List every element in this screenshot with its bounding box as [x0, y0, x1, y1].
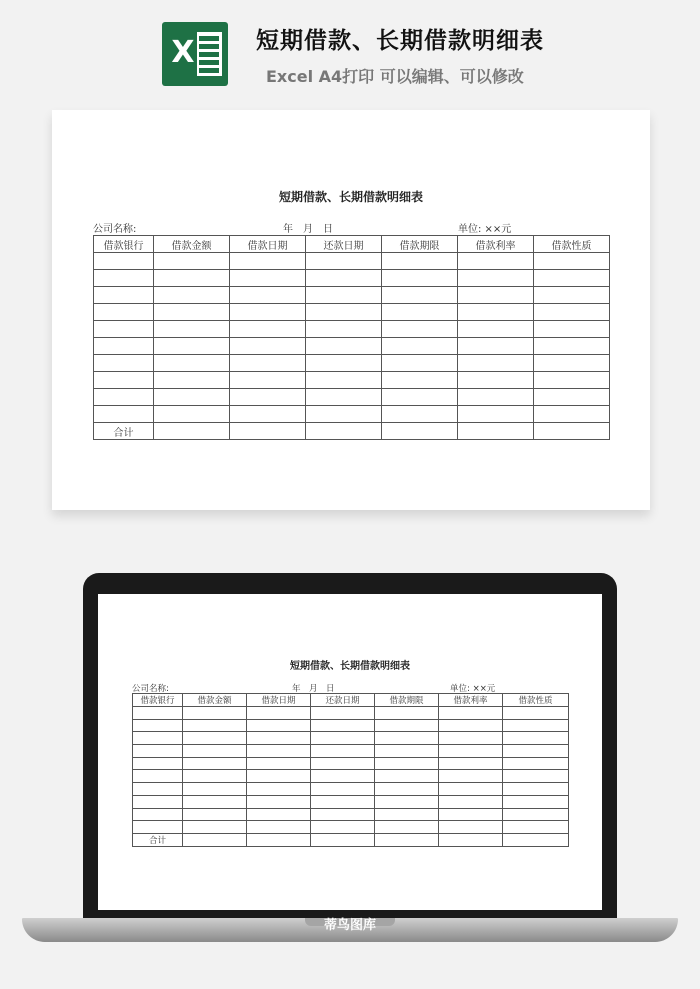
- column-header: 借款银行: [133, 694, 183, 707]
- table-cell[interactable]: [534, 253, 610, 270]
- table-cell[interactable]: [382, 406, 458, 423]
- table-cell[interactable]: [458, 423, 534, 440]
- table-cell[interactable]: [534, 321, 610, 338]
- table-cell[interactable]: [94, 287, 154, 304]
- table-cell[interactable]: [439, 757, 503, 770]
- table-cell[interactable]: [247, 719, 311, 732]
- table-cell[interactable]: [183, 719, 247, 732]
- table-cell[interactable]: [382, 270, 458, 287]
- table-cell[interactable]: [183, 821, 247, 834]
- table-cell[interactable]: [154, 287, 230, 304]
- table-cell[interactable]: [382, 287, 458, 304]
- table-cell[interactable]: [230, 338, 306, 355]
- table-header-row: [94, 236, 610, 253]
- table-cell[interactable]: [94, 338, 154, 355]
- table-cell[interactable]: [439, 795, 503, 808]
- table-cell[interactable]: [154, 389, 230, 406]
- table-cell[interactable]: [311, 795, 375, 808]
- table-cell[interactable]: [133, 770, 183, 783]
- table-cell[interactable]: [183, 783, 247, 796]
- table-cell[interactable]: [503, 770, 569, 783]
- table-cell[interactable]: [306, 338, 382, 355]
- table-cell[interactable]: [306, 304, 382, 321]
- table-cell[interactable]: [230, 406, 306, 423]
- table-cell[interactable]: [133, 707, 183, 720]
- table-row: [133, 770, 569, 783]
- table-cell[interactable]: [94, 253, 154, 270]
- table-cell[interactable]: [534, 406, 610, 423]
- table-cell[interactable]: [247, 808, 311, 821]
- table-cell[interactable]: [503, 719, 569, 732]
- table-cell[interactable]: [154, 338, 230, 355]
- table-cell[interactable]: [503, 808, 569, 821]
- table-cell[interactable]: [94, 355, 154, 372]
- column-header: 借款期限: [382, 236, 458, 253]
- table-cell[interactable]: [375, 719, 439, 732]
- table-cell[interactable]: [133, 821, 183, 834]
- table-row: [94, 270, 610, 287]
- table-cell[interactable]: [230, 287, 306, 304]
- table-row: [94, 389, 610, 406]
- loan-table: [93, 235, 610, 440]
- table-cell[interactable]: [183, 833, 247, 846]
- table-cell[interactable]: [230, 321, 306, 338]
- table-cell[interactable]: [503, 795, 569, 808]
- watermark: 蒂鸟图库: [323, 918, 376, 933]
- column-header: 借款日期: [230, 236, 306, 253]
- table-cell[interactable]: [306, 389, 382, 406]
- table-row: [94, 372, 610, 389]
- table-row: [133, 795, 569, 808]
- table-cell[interactable]: [306, 355, 382, 372]
- table-cell[interactable]: [382, 389, 458, 406]
- excel-icon: X: [162, 22, 228, 86]
- table-row: [94, 338, 610, 355]
- table-cell[interactable]: [306, 423, 382, 440]
- total-label: 合计: [133, 833, 183, 846]
- table-cell[interactable]: [154, 253, 230, 270]
- table-cell[interactable]: [306, 372, 382, 389]
- table-cell[interactable]: [458, 355, 534, 372]
- table-cell[interactable]: [439, 821, 503, 834]
- table-cell[interactable]: [306, 406, 382, 423]
- table-cell[interactable]: [94, 321, 154, 338]
- table-cell[interactable]: [306, 287, 382, 304]
- table-cell[interactable]: [534, 287, 610, 304]
- total-row: [133, 833, 569, 846]
- table-cell[interactable]: [94, 389, 154, 406]
- table-row: [133, 745, 569, 758]
- table-cell[interactable]: [503, 821, 569, 834]
- table-row: [133, 719, 569, 732]
- table-cell[interactable]: [439, 732, 503, 745]
- table-cell[interactable]: [503, 745, 569, 758]
- table-cell[interactable]: [382, 372, 458, 389]
- column-header: 借款性质: [534, 236, 610, 253]
- table-cell[interactable]: [311, 783, 375, 796]
- table-row: [133, 783, 569, 796]
- table-cell[interactable]: [94, 372, 154, 389]
- table-cell[interactable]: [458, 321, 534, 338]
- table-cell[interactable]: [311, 821, 375, 834]
- table-cell[interactable]: [458, 253, 534, 270]
- table-cell[interactable]: [154, 372, 230, 389]
- unit-label-laptop: 单位: ××元: [450, 684, 496, 694]
- table-cell[interactable]: [247, 833, 311, 846]
- table-cell[interactable]: [375, 833, 439, 846]
- table-cell[interactable]: [306, 253, 382, 270]
- column-header: 借款期限: [375, 694, 439, 707]
- table-cell[interactable]: [439, 770, 503, 783]
- table-cell[interactable]: [311, 833, 375, 846]
- table-cell[interactable]: [375, 808, 439, 821]
- column-header: 借款金额: [154, 236, 230, 253]
- table-cell[interactable]: [94, 270, 154, 287]
- table-cell[interactable]: [133, 795, 183, 808]
- table-cell[interactable]: [247, 783, 311, 796]
- table-cell[interactable]: [458, 270, 534, 287]
- table-cell[interactable]: [311, 745, 375, 758]
- table-cell[interactable]: [534, 423, 610, 440]
- table-cell[interactable]: [382, 338, 458, 355]
- table-cell[interactable]: [375, 732, 439, 745]
- table-cell[interactable]: [247, 732, 311, 745]
- table-cell[interactable]: [230, 270, 306, 287]
- table-cell[interactable]: [183, 795, 247, 808]
- table-cell[interactable]: [133, 745, 183, 758]
- table-cell[interactable]: [230, 304, 306, 321]
- table-cell[interactable]: [534, 389, 610, 406]
- table-cell[interactable]: [375, 783, 439, 796]
- table-cell[interactable]: [458, 287, 534, 304]
- table-cell[interactable]: [458, 406, 534, 423]
- table-cell[interactable]: [247, 795, 311, 808]
- date-label: 年 月 日: [283, 224, 333, 235]
- table-cell[interactable]: [230, 372, 306, 389]
- table-cell[interactable]: [382, 321, 458, 338]
- table-cell[interactable]: [154, 423, 230, 440]
- table-cell[interactable]: [375, 745, 439, 758]
- table-row: [133, 732, 569, 745]
- sheet-title: 短期借款、长期借款明细表: [278, 190, 423, 204]
- loan-table-laptop: [132, 693, 569, 847]
- column-header: 借款利率: [458, 236, 534, 253]
- table-cell[interactable]: [133, 719, 183, 732]
- page-title: 短期借款、长期借款明细表: [256, 28, 544, 54]
- table-cell[interactable]: [503, 732, 569, 745]
- table-row: [94, 321, 610, 338]
- table-cell[interactable]: [311, 808, 375, 821]
- table-cell[interactable]: [311, 757, 375, 770]
- table-cell[interactable]: [183, 757, 247, 770]
- table-cell[interactable]: [458, 389, 534, 406]
- table-cell[interactable]: [183, 808, 247, 821]
- table-cell[interactable]: [183, 745, 247, 758]
- table-cell[interactable]: [230, 355, 306, 372]
- table-cell[interactable]: [306, 270, 382, 287]
- table-cell[interactable]: [306, 321, 382, 338]
- table-cell[interactable]: [534, 355, 610, 372]
- table-cell[interactable]: [133, 757, 183, 770]
- table-cell[interactable]: [133, 783, 183, 796]
- table-cell[interactable]: [382, 304, 458, 321]
- column-header: 借款金额: [183, 694, 247, 707]
- table-cell[interactable]: [247, 821, 311, 834]
- table-header-row: [133, 694, 569, 707]
- table-row: [94, 406, 610, 423]
- table-cell[interactable]: [534, 372, 610, 389]
- table-cell[interactable]: [375, 707, 439, 720]
- table-cell[interactable]: [375, 770, 439, 783]
- column-header: 借款银行: [94, 236, 154, 253]
- table-cell[interactable]: [94, 304, 154, 321]
- table-cell[interactable]: [458, 372, 534, 389]
- table-cell[interactable]: [458, 304, 534, 321]
- table-cell[interactable]: [534, 338, 610, 355]
- table-cell[interactable]: [375, 821, 439, 834]
- table-cell[interactable]: [183, 770, 247, 783]
- table-cell[interactable]: [311, 707, 375, 720]
- table-row: [133, 757, 569, 770]
- table-cell[interactable]: [439, 808, 503, 821]
- table-cell[interactable]: [458, 338, 534, 355]
- table-cell[interactable]: [183, 707, 247, 720]
- table-cell[interactable]: [133, 732, 183, 745]
- total-label: 合计: [94, 423, 154, 440]
- table-cell[interactable]: [503, 707, 569, 720]
- table-cell[interactable]: [382, 355, 458, 372]
- table-cell[interactable]: [94, 406, 154, 423]
- table-cell[interactable]: [375, 795, 439, 808]
- unit-label: 单位: ××元: [458, 224, 512, 235]
- table-cell[interactable]: [534, 270, 610, 287]
- table-cell[interactable]: [439, 745, 503, 758]
- table-cell[interactable]: [133, 808, 183, 821]
- table-row: [133, 808, 569, 821]
- table-cell[interactable]: [439, 719, 503, 732]
- column-header: 借款日期: [247, 694, 311, 707]
- table-cell[interactable]: [154, 304, 230, 321]
- table-cell[interactable]: [439, 707, 503, 720]
- company-label: 公司名称:: [93, 224, 137, 235]
- table-cell[interactable]: [247, 745, 311, 758]
- table-cell[interactable]: [183, 732, 247, 745]
- table-cell[interactable]: [439, 833, 503, 846]
- table-cell[interactable]: [311, 732, 375, 745]
- table-cell[interactable]: [311, 719, 375, 732]
- table-cell[interactable]: [247, 707, 311, 720]
- table-row: [133, 821, 569, 834]
- total-row: [94, 423, 610, 440]
- table-cell[interactable]: [154, 406, 230, 423]
- table-cell[interactable]: [154, 355, 230, 372]
- table-row: [94, 253, 610, 270]
- table-cell[interactable]: [154, 270, 230, 287]
- table-row: [94, 355, 610, 372]
- company-label-laptop: 公司名称:: [132, 684, 169, 694]
- page-header: [0, 0, 700, 100]
- table-cell[interactable]: [247, 757, 311, 770]
- table-cell[interactable]: [375, 757, 439, 770]
- table-cell[interactable]: [503, 833, 569, 846]
- table-cell[interactable]: [311, 770, 375, 783]
- table-cell[interactable]: [503, 757, 569, 770]
- table-cell[interactable]: [247, 770, 311, 783]
- sheet-title-laptop: 短期借款、长期借款明细表: [290, 661, 410, 672]
- table-cell[interactable]: [230, 253, 306, 270]
- column-header: 借款利率: [439, 694, 503, 707]
- date-label-laptop: 年 月 日: [292, 684, 335, 694]
- column-header: 还款日期: [306, 236, 382, 253]
- table-cell[interactable]: [230, 423, 306, 440]
- table-row: [94, 287, 610, 304]
- column-header: 借款性质: [503, 694, 569, 707]
- table-row: [133, 707, 569, 720]
- table-row: [94, 304, 610, 321]
- page-subtitle: Excel A4打印 可以编辑、可以修改: [266, 67, 524, 86]
- table-cell[interactable]: [439, 783, 503, 796]
- column-header: 还款日期: [311, 694, 375, 707]
- table-cell[interactable]: [503, 783, 569, 796]
- table-cell[interactable]: [382, 423, 458, 440]
- table-cell[interactable]: [534, 304, 610, 321]
- table-cell[interactable]: [230, 389, 306, 406]
- table-cell[interactable]: [154, 321, 230, 338]
- table-cell[interactable]: [382, 253, 458, 270]
